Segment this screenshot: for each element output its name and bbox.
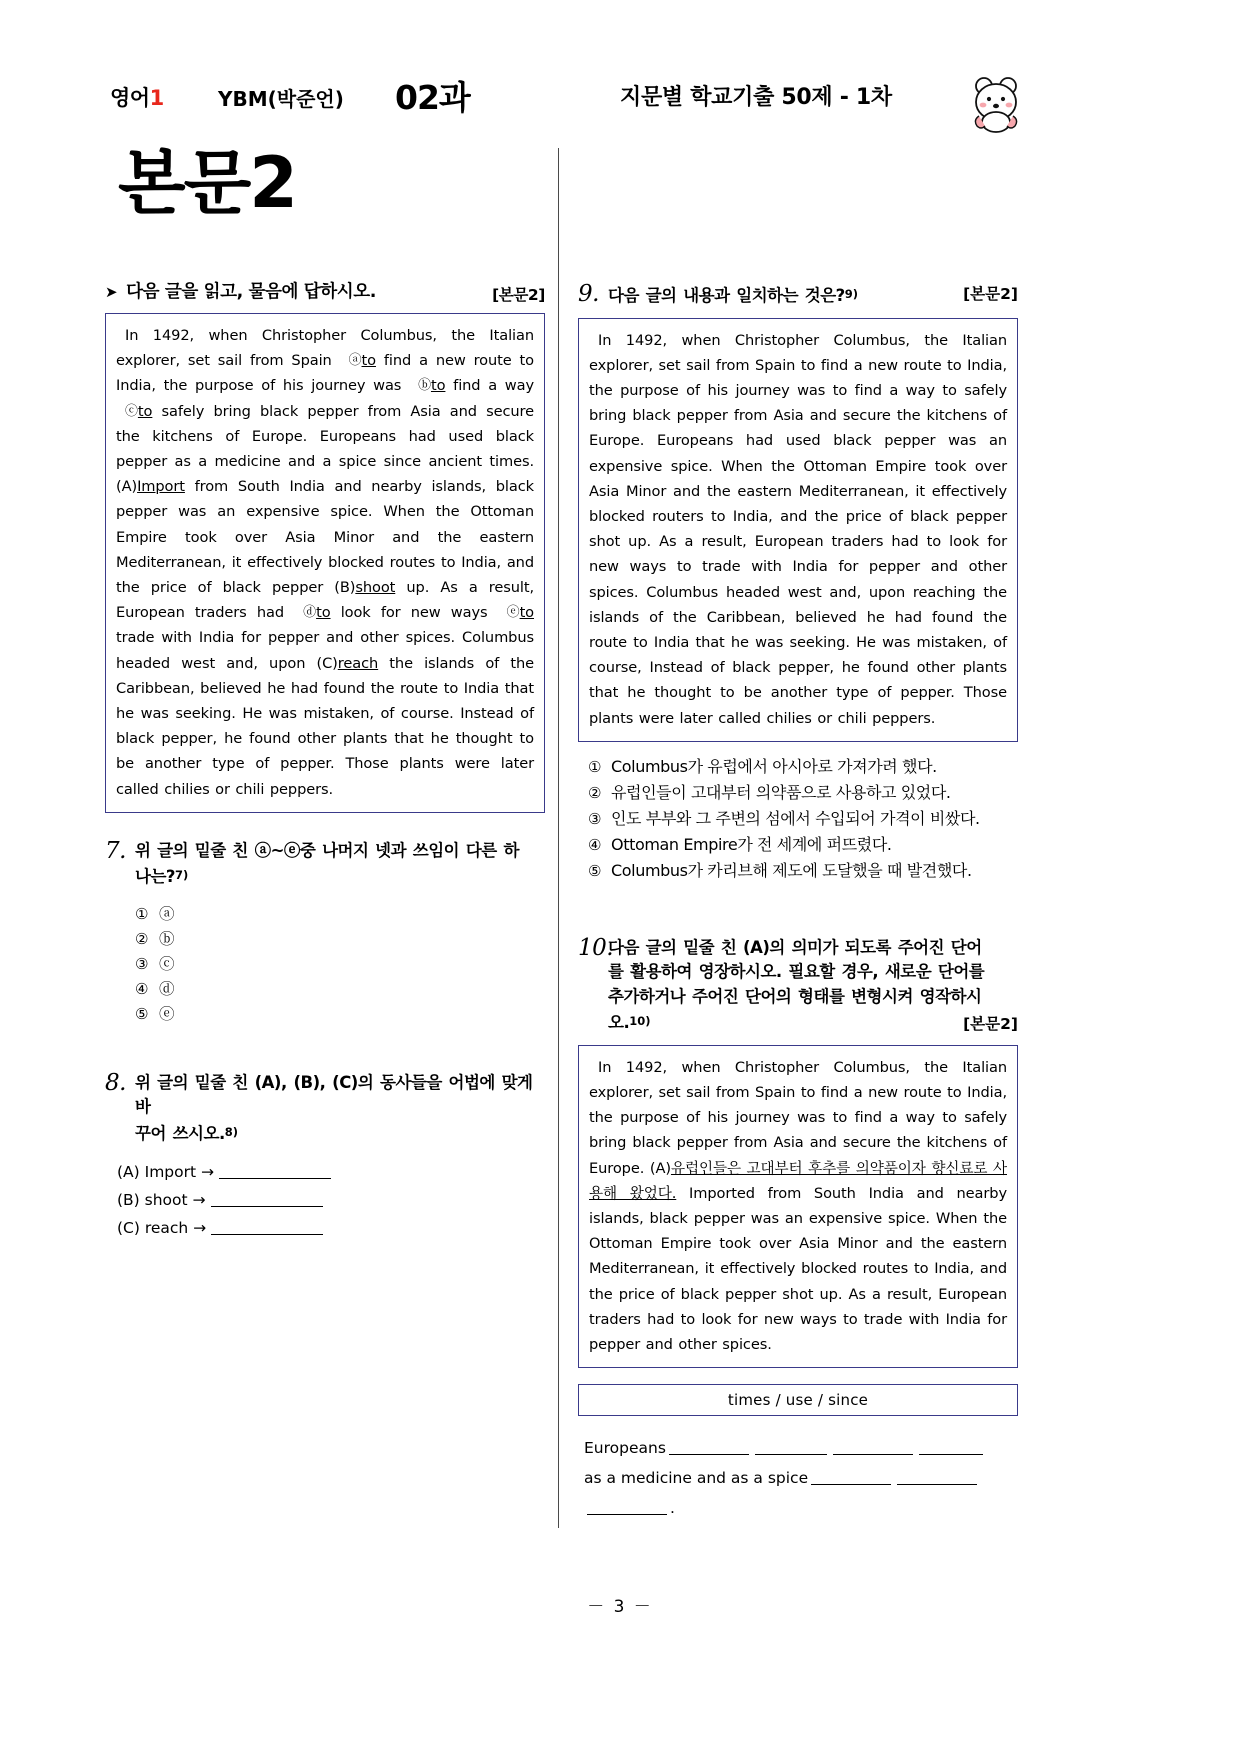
passage-box-q10: [578, 1045, 1018, 1368]
question-7-choices: [135, 902, 545, 1027]
choice-item[interactable]: [588, 858, 1018, 884]
choice-label: 인도 부부와 그 주변의 섬에서 수입되어 가격이 비쌌다.: [611, 808, 980, 828]
reading-directive-text: 다음 글을 읽고, 물음에 답하시오.: [126, 282, 377, 302]
question-8-answer-lines: [117, 1158, 545, 1242]
choice-label: 유럽인들이 고대부터 의약품으로 사용하고 있었다.: [611, 782, 951, 802]
page-number: － 3 －: [587, 1597, 653, 1617]
answer-row: [117, 1186, 545, 1214]
question-8-footnote: 8): [224, 1124, 238, 1139]
choice-label: ⓔ: [159, 1004, 175, 1023]
answer-blank[interactable]: [919, 1439, 983, 1455]
choice-label: Columbus가 카리브해 제도에 도달했을 때 발견했다.: [611, 860, 972, 880]
choice-item[interactable]: [588, 754, 1018, 780]
choice-label: ⓐ: [159, 904, 175, 923]
page-header: [110, 72, 1130, 132]
reading-directive-tag: [본문2]: [492, 286, 545, 304]
header-subject-name: 영어: [110, 86, 150, 110]
answer-line-1: [584, 1433, 1018, 1463]
answer-period: .: [670, 1499, 675, 1518]
answer-blank[interactable]: [219, 1163, 331, 1179]
choice-item[interactable]: [588, 832, 1018, 858]
question-7-text: 위 글의 밑줄 친 ⓐ~ⓔ중 나머지 넷과 쓰임이 다른 하 나는?$^{7)}$: [135, 840, 519, 887]
choice-marker: ④: [135, 979, 149, 998]
header-publisher: YBM(박준언): [218, 87, 344, 111]
answer-row: [117, 1214, 545, 1242]
choice-item[interactable]: [135, 1002, 545, 1027]
answer-line-2: [584, 1463, 1018, 1493]
choice-marker: ③: [588, 809, 602, 828]
choice-marker: ①: [135, 904, 149, 923]
choice-marker: ⑤: [135, 1004, 149, 1023]
question-10-footnote: 10): [629, 1014, 651, 1029]
passage-text-q10: In 1492, when Christopher Columbus, the Italian explorer, set sail from Spain to find a new route to India, the purpose of his journey was to find a way to safely bring black pepper from Asia and secure the kitchens of Europe. (A)유럽인들은 고대부터 후추를 의약품이자 향신료로 사용해 왔었다. Imported from South India and nearby islands, black pepper was an expensive spice. When the Ottoman Empire took over Asia Minor and the eastern Mediterranean, it effectively blocked routes to India, and the price of black pepper shot up. As a result, European traders had to look for new ways to trade with India for pepper and other spices.: [589, 1058, 1007, 1353]
choice-label: Columbus가 유럽에서 아시아로 가져가려 했다.: [611, 756, 937, 776]
question-9-choices: [588, 754, 1018, 884]
question-9-text: 다음 글의 내용과 일치하는 것은?$^{9)}$: [608, 286, 859, 305]
left-column: [105, 282, 545, 1242]
choice-marker: ⑤: [588, 861, 602, 880]
answer-blank[interactable]: [211, 1219, 323, 1235]
answer-prefix: Europeans: [584, 1439, 666, 1458]
answer-row-label: (A) Import →: [117, 1163, 214, 1182]
right-column: [578, 282, 1018, 1523]
choice-marker: ②: [588, 783, 602, 802]
choice-marker: ③: [135, 954, 149, 973]
column-divider: [558, 148, 559, 1528]
question-10-answer-area: [584, 1433, 1018, 1523]
header-subject: [110, 82, 164, 112]
question-7: [105, 839, 545, 1027]
question-8: [105, 1071, 545, 1243]
passage-text-q9: In 1492, when Christopher Columbus, the Italian explorer, set sail from Spain to find a new route to India, the purpose of his journey was to find a way to safely bring black pepper from Asia and secure the kitchens of Europe. Europeans had used black pepper was an expensive spice. When the Ottoman Empire took over Asia Minor and the eastern Mediterranean, it effectively blocked routers to India, and the price of black pepper shot up. As a result, European traders had to look for new ways to trade with India for pepper and other spices. Columbus headed west and, upon reaching the islands of the Caribbean, believed he had found the route to India that he was seeking. He was mistaken, of course, Instead of black pepper, he found other plants that he thought to be another type of pepper. Those plants were later called chilies or chili peppers.: [589, 331, 1007, 727]
question-10-number: 10.: [578, 934, 614, 961]
choice-item[interactable]: [588, 806, 1018, 832]
word-bank: times / use / since: [578, 1384, 1018, 1416]
passage-box-q9: [578, 318, 1018, 742]
question-9-footnote: 9): [844, 287, 859, 301]
choice-item[interactable]: [588, 780, 1018, 806]
answer-row: [117, 1158, 545, 1186]
choice-marker: ④: [588, 835, 602, 854]
header-lesson: 02과: [395, 78, 470, 117]
answer-row-label: (C) reach →: [117, 1219, 207, 1238]
question-10: [578, 936, 1018, 1523]
choice-label: ⓓ: [159, 979, 175, 998]
question-7-number: 7.: [105, 837, 126, 864]
answer-blank[interactable]: [211, 1191, 323, 1207]
answer-blank[interactable]: [587, 1499, 667, 1515]
choice-label: Ottoman Empire가 전 세계에 퍼뜨렸다.: [611, 834, 892, 854]
answer-blank[interactable]: [669, 1439, 749, 1455]
answer-blank[interactable]: [811, 1469, 891, 1485]
passage-text-main: In 1492, when Christopher Columbus, the Italian explorer, set sail from Spain ⓐto find a new route to India, the purpose of his journey was ⓑto find a way ⓒto safely bring black pepper from Asia and secure the kitchens of Europe. Europeans had used black pepper as a medicine and a spice since ancient times. (A)Import from South India and nearby islands, black pepper was an expensive spice. When the Ottoman Empire took over Asia Minor and the eastern Mediterranean, it effectively blocked routes to India, and the price of black pepper (B)shoot up. As a result, European traders had ⓓto look for new ways ⓔto trade with India for pepper and other spices. Columbus headed west and, upon (C)reach the islands of the Caribbean, believed he had found the route to India that he was seeking. He was mistaken, of course. Instead of black pepper, he found other plants that he thought to be another type of pepper. Those plants were later called chilies or chili peppers.: [116, 327, 535, 798]
question-10-text: 다음 글의 밑줄 친 (A)의 의미가 되도록 주어진 단어 를 활용하여 영장하시오. 필요할 경우, 새로운 단어를 추가하거나 주어진 단어의 형태를 변형시켜 영작하시 오.$^{10)}$: [608, 937, 985, 1033]
choice-item[interactable]: [135, 902, 545, 927]
question-9-number: 9.: [578, 281, 599, 307]
answer-text-fragment: as a medicine and as a spice: [584, 1469, 809, 1488]
answer-line-3: [584, 1493, 1018, 1523]
answer-blank[interactable]: [833, 1439, 913, 1455]
answer-blank[interactable]: [755, 1439, 827, 1455]
question-8-number: 8.: [105, 1069, 126, 1096]
page-title: 본문2: [118, 142, 296, 224]
answer-blank[interactable]: [897, 1469, 977, 1485]
reading-directive: [105, 282, 545, 304]
bear-mascot-icon: [965, 72, 1027, 134]
header-subject-number: 1: [149, 86, 164, 110]
answer-row-label: (B) shoot →: [117, 1191, 206, 1210]
header-exam-title: 지문별 학교기출 50제 - 1차: [620, 85, 892, 110]
choice-marker: ②: [135, 929, 149, 948]
question-7-footnote: 7): [174, 868, 189, 883]
choice-label: ⓒ: [159, 954, 175, 973]
question-10-tag: [본문2]: [963, 1014, 1018, 1033]
passage-box-main: [105, 313, 545, 813]
choice-item[interactable]: [135, 977, 545, 1002]
choice-label: ⓑ: [159, 929, 175, 948]
choice-item[interactable]: [135, 952, 545, 977]
choice-marker: ①: [588, 757, 602, 776]
question-9: [578, 282, 1018, 884]
choice-item[interactable]: [135, 927, 545, 952]
question-9-tag: [본문2]: [963, 285, 1018, 303]
arrow-icon: ➤: [105, 283, 118, 301]
question-8-text: 위 글의 밑줄 친 (A), (B), (C)의 동사들을 어법에 맞게 바 꾸어 쓰시오.$^{8)}$: [135, 1072, 533, 1143]
